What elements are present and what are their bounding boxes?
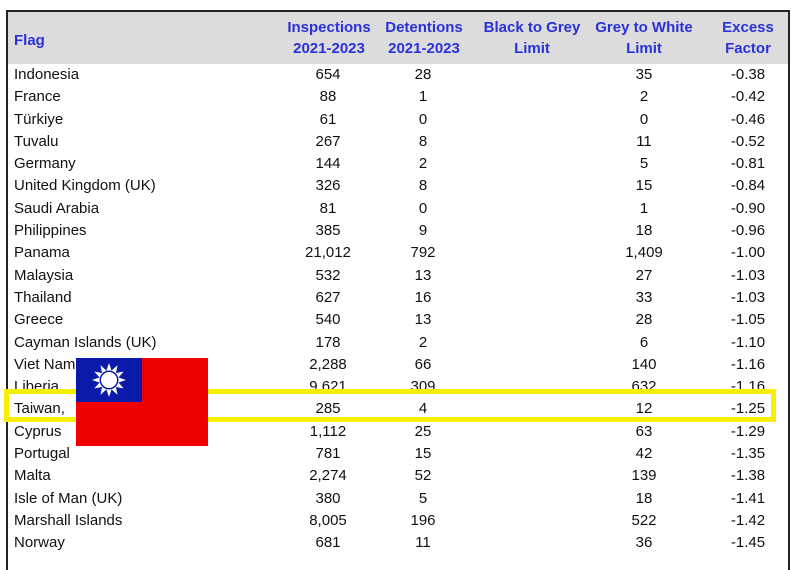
cell-excess-factor: -1.29: [730, 422, 766, 440]
cell-detentions: 13: [414, 311, 432, 329]
table-row: [8, 488, 788, 510]
cell-detentions: 196: [410, 511, 436, 529]
cell-flag: Marshall Islands: [14, 511, 123, 529]
cell-detentions: 2: [418, 155, 428, 173]
taiwan-flag-icon: [76, 358, 208, 446]
cell-inspections: 144: [315, 155, 341, 173]
cell-excess-factor: -1.38: [730, 467, 766, 485]
cell-inspections: 385: [315, 222, 341, 240]
cell-inspections: 540: [315, 311, 341, 329]
cell-detentions: 2: [418, 333, 428, 351]
table-body: [8, 64, 788, 555]
cell-inspections: 2,288: [309, 355, 347, 373]
table-row: [8, 332, 788, 354]
cell-excess-factor: -1.35: [730, 445, 766, 463]
cell-inspections: 627: [315, 288, 341, 306]
cell-detentions: 52: [414, 467, 432, 485]
cell-excess-factor: -1.45: [730, 534, 766, 552]
cell-excess-factor: -0.96: [730, 222, 766, 240]
header-excess-factor: Excess Factor: [722, 19, 774, 57]
table-row: [8, 198, 788, 220]
cell-grey-to-white: 63: [635, 422, 653, 440]
cell-grey-to-white: 2: [639, 88, 649, 106]
cell-detentions: 0: [418, 199, 428, 217]
cell-flag: Malta: [14, 467, 51, 485]
cell-grey-to-white: 632: [631, 378, 657, 396]
cell-flag: Malaysia: [14, 266, 74, 284]
cell-grey-to-white: 5: [639, 155, 649, 173]
table-row: [8, 309, 788, 331]
header-grey-to-white: Grey to White Limit: [595, 19, 693, 57]
cell-excess-factor: -1.16: [730, 378, 766, 396]
cell-grey-to-white: 1,409: [625, 244, 663, 262]
cell-inspections: 1,112: [309, 422, 347, 440]
header-detentions: Detentions 2021-2023: [385, 19, 463, 57]
cell-detentions: 15: [414, 445, 432, 463]
flag-canton: [76, 358, 142, 402]
table-row: [8, 175, 788, 197]
cell-excess-factor: -1.41: [730, 489, 766, 507]
cell-detentions: 66: [414, 355, 432, 373]
cell-inspections: 267: [315, 132, 341, 150]
cell-flag: Indonesia: [14, 66, 80, 83]
cell-detentions: 792: [410, 244, 436, 262]
cell-flag: Panama: [14, 244, 70, 262]
cell-grey-to-white: 140: [631, 355, 657, 373]
cell-grey-to-white: 15: [635, 177, 653, 195]
cell-excess-factor: -0.84: [730, 177, 766, 195]
cell-detentions: 1: [418, 88, 428, 106]
cell-inspections: 781: [315, 445, 341, 463]
cell-flag: Philippines: [14, 222, 87, 240]
cell-detentions: 309: [410, 378, 436, 396]
cell-flag: Thailand: [14, 288, 72, 306]
cell-flag: Cayman Islands (UK): [14, 333, 157, 351]
cell-inspections: 61: [319, 110, 337, 128]
cell-excess-factor: -0.81: [730, 155, 766, 173]
cell-inspections: 380: [315, 489, 341, 507]
cell-flag: Saudi Arabia: [14, 199, 100, 217]
cell-excess-factor: -1.05: [730, 311, 766, 329]
cell-flag: Cyprus: [14, 422, 62, 440]
header-flag: Flag: [14, 32, 45, 49]
header-inspections: Inspections 2021-2023: [287, 19, 371, 57]
table-row: [8, 510, 788, 532]
table-header: [8, 12, 788, 64]
cell-detentions: 16: [414, 288, 432, 306]
cell-detentions: 4: [418, 400, 428, 418]
cell-detentions: 0: [418, 110, 428, 128]
cell-excess-factor: -0.42: [730, 88, 766, 106]
cell-excess-factor: -0.38: [730, 66, 766, 83]
table-row: [8, 220, 788, 242]
table-row: [8, 131, 788, 153]
cell-grey-to-white: 0: [639, 110, 649, 128]
cell-grey-to-white: 1: [639, 199, 649, 217]
cell-detentions: 11: [415, 534, 431, 552]
cell-grey-to-white: 18: [635, 489, 653, 507]
cell-grey-to-white: 33: [635, 288, 653, 306]
cell-inspections: 8,005: [309, 511, 347, 529]
cell-grey-to-white: 139: [631, 467, 657, 485]
cell-flag: Taiwan,: [14, 400, 65, 418]
cell-excess-factor: -1.42: [730, 511, 766, 529]
cell-grey-to-white: 11: [636, 132, 652, 150]
table-row: [8, 109, 788, 131]
cell-flag: Tuvalu: [14, 132, 59, 150]
inspection-table: [6, 10, 790, 570]
cell-grey-to-white: 6: [639, 333, 649, 351]
cell-detentions: 5: [418, 489, 428, 507]
cell-detentions: 8: [418, 132, 428, 150]
cell-flag: France: [14, 88, 61, 106]
cell-excess-factor: -1.25: [730, 400, 766, 418]
table-row: [8, 242, 788, 264]
cell-inspections: 285: [315, 400, 341, 418]
cell-detentions: 28: [414, 66, 432, 83]
cell-excess-factor: -0.52: [730, 132, 766, 150]
cell-flag: United Kingdom (UK): [14, 177, 156, 195]
cell-inspections: 532: [315, 266, 341, 284]
cell-grey-to-white: 12: [635, 400, 653, 418]
cell-inspections: 9,621: [309, 378, 347, 396]
cell-excess-factor: -1.03: [730, 266, 766, 284]
cell-flag: Portugal: [14, 445, 70, 463]
cell-inspections: 681: [315, 534, 341, 552]
table-row: [8, 287, 788, 309]
cell-grey-to-white: 522: [631, 511, 657, 529]
cell-grey-to-white: 42: [635, 445, 653, 463]
table-row: [8, 532, 788, 554]
cell-inspections: 2,274: [309, 467, 347, 485]
header-black-to-grey: Black to Grey Limit: [483, 19, 581, 57]
cell-inspections: 88: [319, 88, 337, 106]
cell-excess-factor: -1.03: [730, 288, 766, 306]
cell-detentions: 13: [414, 266, 432, 284]
cell-flag: Liberia: [14, 378, 60, 396]
cell-detentions: 25: [414, 422, 432, 440]
cell-inspections: 81: [319, 199, 337, 217]
cell-flag: Norway: [14, 534, 65, 552]
table-row: [8, 64, 788, 86]
white-sun-icon: [76, 358, 142, 402]
cell-flag: Greece: [14, 311, 64, 329]
cell-excess-factor: -0.46: [730, 110, 766, 128]
cell-detentions: 8: [418, 177, 428, 195]
cell-inspections: 21,012: [305, 244, 351, 262]
cell-excess-factor: -1.16: [730, 355, 766, 373]
cell-grey-to-white: 35: [635, 66, 653, 83]
cell-inspections: 178: [315, 333, 341, 351]
cell-flag: Germany: [14, 155, 76, 173]
table-row: [8, 465, 788, 487]
table-row: [8, 443, 788, 465]
cell-excess-factor: -1.00: [730, 244, 766, 262]
cell-inspections: 654: [315, 66, 341, 83]
cell-excess-factor: -1.10: [730, 333, 766, 351]
table-row: [8, 153, 788, 175]
table-row: [8, 265, 788, 287]
cell-detentions: 9: [418, 222, 428, 240]
cell-excess-factor: -0.90: [730, 199, 766, 217]
table-row: [8, 86, 788, 108]
cell-grey-to-white: 18: [635, 222, 653, 240]
cell-grey-to-white: 27: [635, 266, 653, 284]
cell-flag: Viet Nam: [14, 355, 76, 373]
cell-grey-to-white: 28: [635, 311, 653, 329]
cell-flag: Isle of Man (UK): [14, 489, 123, 507]
cell-inspections: 326: [315, 177, 341, 195]
cell-grey-to-white: 36: [635, 534, 653, 552]
cell-flag: Türkiye: [14, 110, 64, 128]
